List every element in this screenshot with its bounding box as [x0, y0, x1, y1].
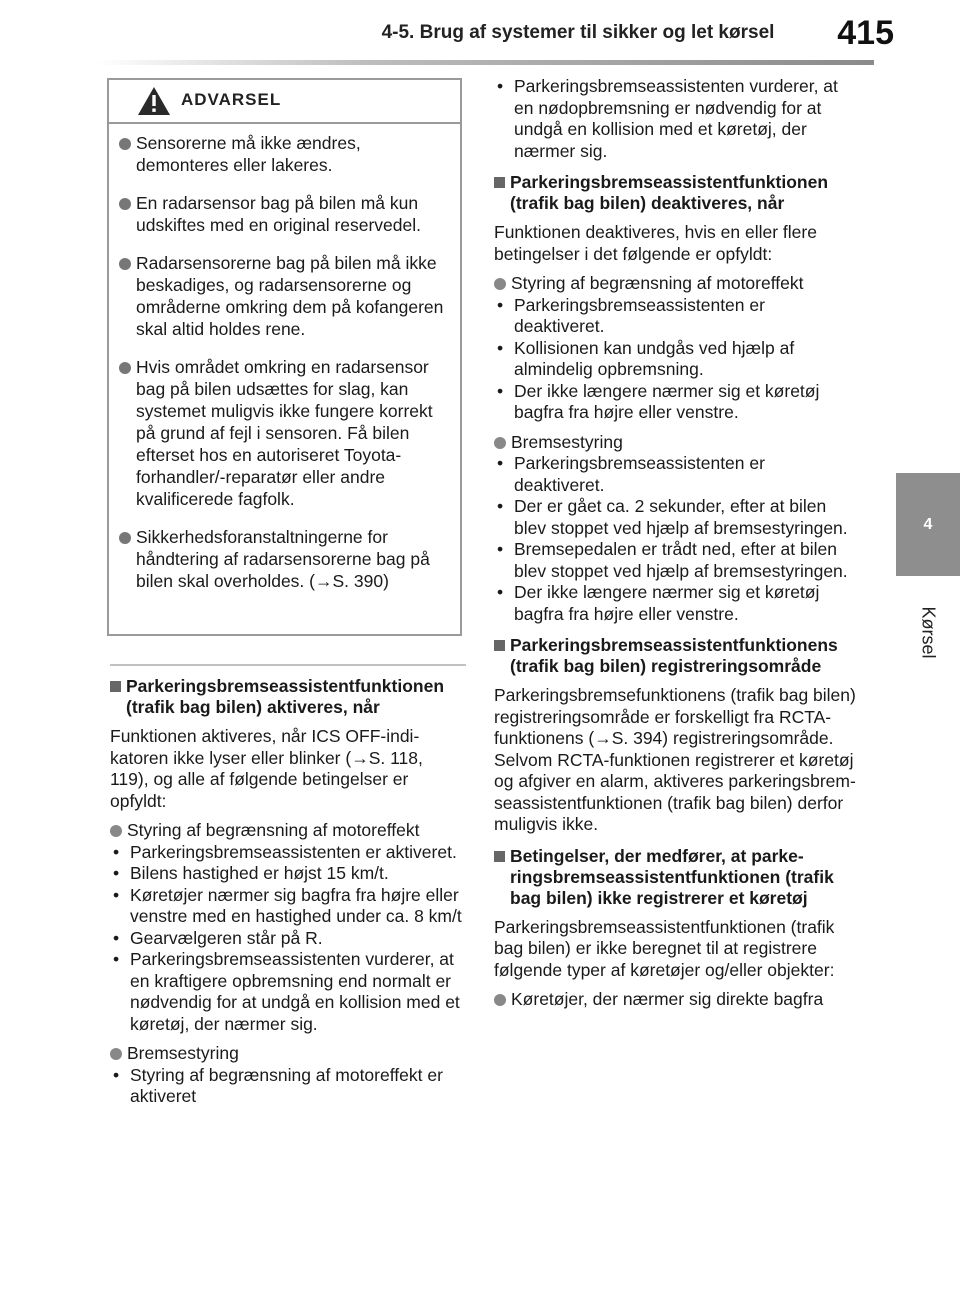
list-item: • Bilens hastighed er højst 15 km/t.: [110, 863, 466, 885]
condition-list: [494, 295, 856, 424]
list-item: • Bremsepedalen er trådt ned, efter at bilen blev stoppet ved hjælp af bremsestyringen.: [494, 539, 856, 582]
condition-list: [494, 453, 856, 625]
warning-box: [107, 78, 462, 636]
condition-list: [110, 1065, 466, 1108]
bullet-icon: [110, 1048, 122, 1060]
square-bullet-icon: [494, 851, 505, 862]
warning-item: Sikkerhedsforanstaltningerne for håndtering af radarsensorerne bag på bilen skal overholdes. (→S. 390): [119, 526, 450, 592]
chapter-title: 4-5. Brug af systemer til sikker og let kørsel: [381, 22, 775, 43]
bullet-icon: [119, 198, 131, 210]
bullet-icon: [494, 437, 506, 449]
condition-list: [110, 842, 466, 1036]
bullet-icon: [494, 994, 506, 1006]
paragraph: Funktionen deaktiveres, hvis en eller flere betingelser i det følgende er opfyldt:: [494, 222, 817, 264]
warning-triangle-icon: [137, 86, 171, 116]
bullet-icon: [119, 258, 131, 270]
warning-header: [109, 80, 460, 124]
warning-title: ADVARSEL: [181, 90, 282, 109]
category-label: Køretøjer, der nærmer sig direkte bagfra: [494, 989, 856, 1011]
bullet-icon: [494, 278, 506, 290]
warning-item: En radarsensor bag på bilen må kun udskiftes med en original reservedel.: [119, 192, 450, 236]
square-bullet-icon: [494, 177, 505, 188]
condition-list: [494, 76, 856, 162]
list-item: • Parkeringsbremseassistenten er deaktiveret.: [494, 295, 856, 338]
section-heading: Betingelser, der medfører, at parkeringsbremseassistentfunktionen (trafik bag bilen) ikke registrerer et køretøj: [494, 846, 856, 909]
paragraph: Parkeringsbremseassistentfunktionen (trafik bag bilen) er ikke beregnet til at registrere følgende typer af køretøjer og/eller objekter:: [494, 916, 835, 980]
chapter-tab-label: Kørsel: [918, 605, 939, 659]
bullet-icon: [119, 532, 131, 544]
list-item: • Der ikke længere nærmer sig et køretøj bagfra fra højre eller venstre.: [494, 381, 856, 424]
category-label: Bremsestyring: [110, 1043, 466, 1065]
bullet-icon: [119, 362, 131, 374]
category-label: Styring af begrænsning af motoreffekt: [110, 820, 466, 842]
header-rule: [97, 60, 874, 65]
right-column: [494, 76, 856, 1011]
bullet-icon: [119, 138, 131, 150]
warning-item: Radarsensorerne bag på bilen må ikke beskadiges, og radarsensorerne og områderne omkring dem på kofangeren skal altid holdes rene.: [119, 252, 450, 340]
left-column: [110, 664, 466, 1116]
warning-item: Sensorerne må ikke ændres, demonteres eller lakeres.: [119, 132, 450, 176]
list-item: • Styring af begrænsning af motoreffekt er aktiveret: [110, 1065, 466, 1108]
chapter-tab-number[interactable]: 4: [896, 473, 960, 576]
list-item: • Køretøjer nærmer sig bagfra fra højre eller venstre med en hastighed under ca. 8 km/t: [110, 885, 466, 928]
list-item: • Parkeringsbremseassistenten vurderer, at en kraftigere opbremsning end normalt er nødvendig for at undgå en kollision med et køretøj, der nærmer sig.: [110, 949, 466, 1035]
bullet-icon: [110, 825, 122, 837]
list-item: • Der ikke længere nærmer sig et køretøj bagfra fra højre eller venstre.: [494, 582, 856, 625]
page-number: 415: [837, 14, 894, 52]
category-label: Bremsestyring: [494, 432, 856, 454]
paragraph: Funktionen aktiveres, når ICS OFF-indikatoren ikke lyser eller blinker (→S. 118, 119), og alle af følgende betingelser er opfyldt:: [110, 726, 423, 811]
list-item: • Parkeringsbremseassistenten er deaktiveret.: [494, 453, 856, 496]
list-item: • Der er gået ca. 2 sekunder, efter at bilen blev stoppet ved hjælp af bremsestyringen.: [494, 496, 856, 539]
section-heading: Parkeringsbremseassistentfunktionens (trafik bag bilen) registreringsområde: [494, 635, 856, 677]
square-bullet-icon: [494, 640, 505, 651]
paragraph: Parkeringsbremsefunktionens (trafik bag bilen) registreringsområde er forskelligt fra RCTA-funktionens (→S. 394) registreringsområde. Selvom RCTA-funktionen registrerer et køretøj og afgiver en alarm, aktiveres parkeringsbremseassistentfunktionen (trafik bag bilen) derfor muligvis ikke.: [494, 685, 856, 834]
list-item: • Kollisionen kan undgås ved hjælp af almindelig opbremsning.: [494, 338, 856, 381]
section-heading: Parkeringsbremseassistentfunktionen (trafik bag bilen) aktiveres, når: [110, 676, 466, 718]
list-item: • Parkeringsbremseassistenten er aktiveret.: [110, 842, 466, 864]
list-item: • Parkeringsbremseassistenten vurderer, at en nødopbremsning er nødvendig for at undgå en kollision med et køretøj, der nærmer sig.: [494, 76, 856, 162]
list-item: • Gearvælgeren står på R.: [110, 928, 466, 950]
section-divider: [110, 664, 466, 666]
warning-item: Hvis området omkring en radarsensor bag på bilen udsættes for slag, kan systemet muligvis ikke fungere korrekt på grund af fejl i sensoren. Få bilen efterset hos en autoriseret Toyota-forhandler/-reparatør eller andre kvalificerede fagfolk.: [119, 356, 450, 510]
category-label: Styring af begrænsning af motoreffekt: [494, 273, 856, 295]
section-heading: Parkeringsbremseassistentfunktionen (trafik bag bilen) deaktiveres, når: [494, 172, 856, 214]
square-bullet-icon: [110, 681, 121, 692]
